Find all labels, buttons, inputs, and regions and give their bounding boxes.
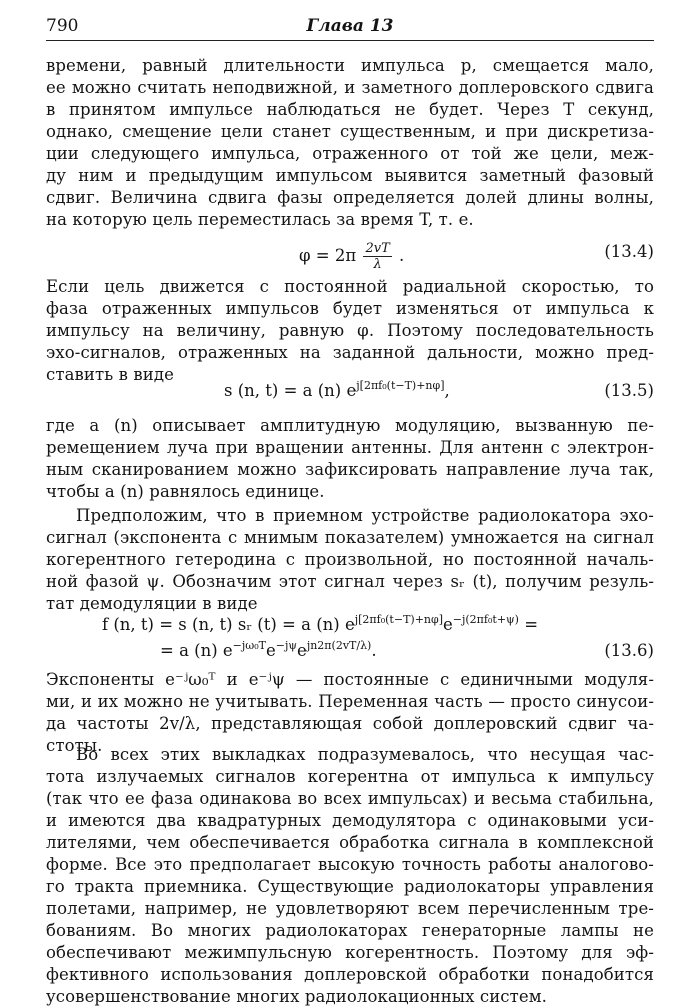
text-line: тота излучаемых сигналов когерентна от импульса к импульсу bbox=[46, 767, 654, 786]
equation-exponent: −j(2πf₀t+ψ) bbox=[452, 613, 519, 626]
text-line: го тракта приемника. Существующие радиолокаторы управления bbox=[46, 877, 654, 896]
equation-exponent: jn2π(2vT/λ) bbox=[306, 639, 372, 652]
equation-part: . bbox=[371, 641, 377, 660]
text-line: форме. Все это предполагает высокую точность работы аналогово- bbox=[46, 855, 654, 874]
text-line: усовершенствование многих радиолокационных систем. bbox=[46, 987, 548, 1006]
text-line: тат демодуляции в виде bbox=[46, 594, 258, 613]
page-number: 790 bbox=[46, 16, 79, 36]
text-line: ми, и их можно не учитывать. Переменная часть — просто синусои- bbox=[46, 692, 654, 711]
equation-label: (13.6) bbox=[604, 641, 654, 660]
text-line: Если цель движется с постоянной радиальной скоростью, то bbox=[46, 277, 654, 296]
equation-tail: , bbox=[444, 381, 450, 400]
equation-13-5 bbox=[224, 380, 450, 402]
text-line: и имеются два квадратурных демодулятора с одинаковыми уси- bbox=[46, 811, 654, 830]
text-line: ции следующего импульса, отраженного от той же цели, меж- bbox=[46, 144, 654, 163]
text-line: Экспоненты e⁻ʲω₀ᵀ и e⁻ʲψ — постоянные с единичными модуля- bbox=[46, 670, 654, 689]
text-line: эхо-сигналов, отраженных на заданной дальности, можно пред- bbox=[46, 343, 654, 362]
text-line: на которую цель переместилась за время T, т. е. bbox=[46, 210, 474, 229]
text-line: сдвиг. Величина сдвига фазы определяется долей длины волны, bbox=[46, 188, 654, 207]
text-line: фективного использования доплеровской обработки понадобится bbox=[46, 965, 654, 984]
equation-exponent: j[2πf₀(t−T)+nφ] bbox=[354, 613, 443, 626]
fraction-numerator: 2vT bbox=[365, 241, 390, 256]
equation-13-6-line-2 bbox=[160, 640, 377, 662]
equation-13-4 bbox=[299, 241, 404, 272]
equation-part: f (n, t) = s (n, t) sᵣ (t) = a (n) e bbox=[102, 615, 355, 634]
equation-tail: . bbox=[399, 246, 405, 265]
text-line: бованиям. Во многих радиолокаторах генераторные лампы не bbox=[46, 921, 654, 940]
text-line: ее можно считать неподвижной, и заметного доплеровского сдвига bbox=[46, 78, 654, 97]
text-line: сигнал (экспонента с мнимым показателем) умножается на сигнал bbox=[46, 528, 654, 547]
equation-part: = bbox=[518, 615, 539, 634]
text-line: ной фазой ψ. Обозначим этот сигнал через sᵣ (t), получим резуль- bbox=[46, 572, 654, 591]
equation-fraction bbox=[363, 241, 391, 272]
equation-label: (13.5) bbox=[604, 381, 654, 400]
equation-exponent: −jψ bbox=[275, 639, 298, 652]
text-line: лителями, чем обеспечивается обработка сигнала в комплексной bbox=[46, 833, 654, 852]
text-line: чтобы a (n) равнялось единице. bbox=[46, 482, 325, 501]
text-line: полетами, например, не удовлетворяют всем перечисленным тре- bbox=[46, 899, 654, 918]
chapter-title: Глава 13 bbox=[306, 16, 394, 36]
equation-part: = a (n) e bbox=[160, 641, 233, 660]
text-line: в принятом импульсе наблюдаться не будет. Через T секунд, bbox=[46, 100, 654, 119]
equation-part: e bbox=[266, 641, 276, 660]
text-line: обеспечивают межимпульсную когерентность. Поэтому для эф- bbox=[46, 943, 654, 962]
text-line: ду ним и предыдущим импульсом выявится заметный фазовый bbox=[46, 166, 654, 185]
text-line: ремещением луча при вращении антенны. Для антенн с электрон- bbox=[46, 438, 654, 457]
equation-label: (13.4) bbox=[604, 242, 654, 261]
text-line: импульсу на величину, равную φ. Поэтому последовательность bbox=[46, 321, 654, 340]
text-line: да частоты 2v/λ, представляющая собой доплеровский сдвиг ча- bbox=[46, 714, 654, 733]
equation-lhs: φ = 2π bbox=[299, 246, 357, 265]
equation-body: s (n, t) = a (n) e bbox=[224, 381, 357, 400]
text-line: стоты. bbox=[46, 736, 103, 755]
text-line: времени, равный длительности импульса p, смещается мало, bbox=[46, 56, 654, 75]
equation-exponent: j[2πf₀(t−T)+nφ] bbox=[356, 379, 445, 392]
text-line: Предположим, что в приемном устройстве радиолокатора эхо- bbox=[76, 506, 654, 525]
text-line: когерентного гетеродина с произвольной, но постоянной началь- bbox=[46, 550, 654, 569]
running-header bbox=[46, 14, 654, 41]
text-line: ставить в виде bbox=[46, 365, 174, 384]
text-line: где a (n) описывает амплитудную модуляцию, вызванную пе- bbox=[46, 416, 654, 435]
fraction-denominator: λ bbox=[373, 257, 382, 272]
equation-13-6-line-1 bbox=[102, 614, 538, 636]
equation-part: e bbox=[443, 615, 453, 634]
equation-part: e bbox=[297, 641, 307, 660]
equation-exponent: −jω₀T bbox=[232, 639, 267, 652]
text-line: (так что ее фаза одинакова во всех импульсах) и весьма стабильна, bbox=[46, 789, 654, 808]
text-line: фаза отраженных импульсов будет изменяться от импульса к bbox=[46, 299, 654, 318]
text-line: ным сканированием можно зафиксировать направление луча так, bbox=[46, 460, 654, 479]
text-line: Во всех этих выкладках подразумевалось, что несущая час- bbox=[76, 745, 654, 764]
text-line: однако, смещение цели станет существенным, и при дискретиза- bbox=[46, 122, 654, 141]
